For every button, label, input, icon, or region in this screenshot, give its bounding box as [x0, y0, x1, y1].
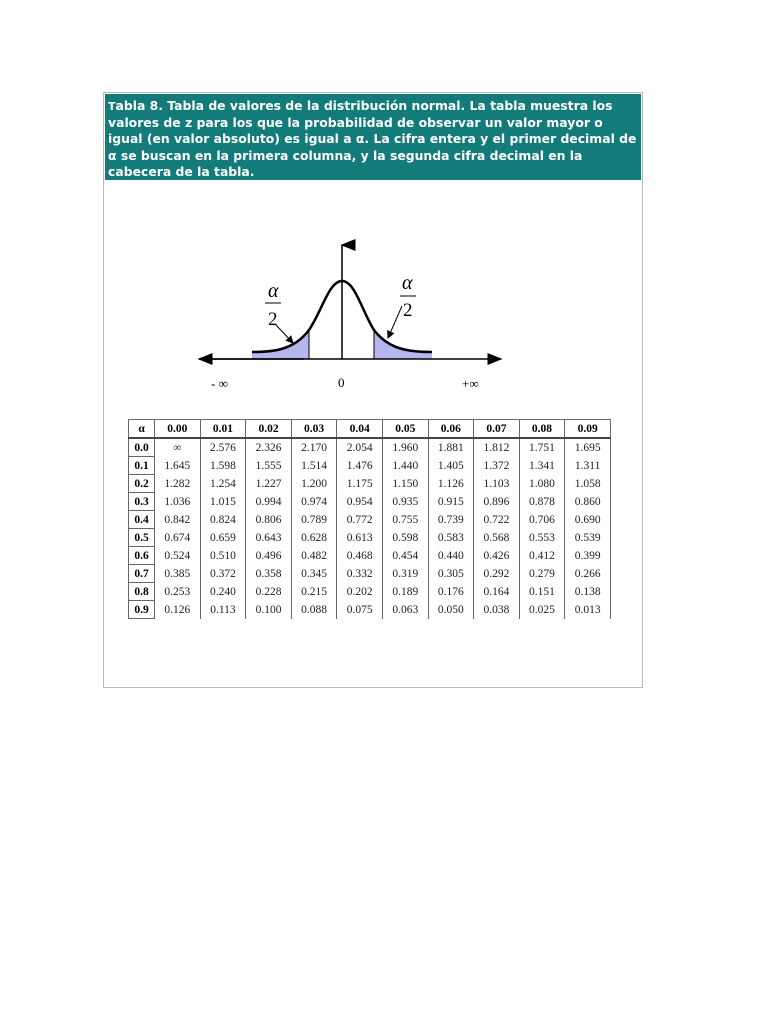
- z-value-cell: 1.405: [428, 457, 474, 475]
- z-value-cell: 2.054: [337, 438, 383, 457]
- plus-infinity-label: +∞: [462, 376, 479, 391]
- z-value-cell: 1.282: [155, 475, 201, 493]
- z-value-cell: 0.138: [565, 583, 611, 601]
- z-value-cell: 0.613: [337, 529, 383, 547]
- table-header-row: [129, 420, 611, 439]
- left-denominator-label: 2: [268, 309, 278, 330]
- table-card: [103, 92, 643, 688]
- table-row: [129, 547, 611, 565]
- z-value-cell: 0.824: [200, 511, 246, 529]
- z-value-cell: 0.994: [246, 493, 292, 511]
- z-value-cell: 0.358: [246, 565, 292, 583]
- z-value-cell: 0.454: [382, 547, 428, 565]
- z-value-cell: 1.015: [200, 493, 246, 511]
- z-value-cell: 0.399: [565, 547, 611, 565]
- z-value-cell: 0.164: [474, 583, 520, 601]
- z-value-cell: 0.598: [382, 529, 428, 547]
- z-value-cell: 0.189: [382, 583, 428, 601]
- column-header: 0.02: [246, 420, 292, 439]
- z-value-cell: 1.200: [291, 475, 337, 493]
- table-row: [129, 493, 611, 511]
- z-value-cell: 0.253: [155, 583, 201, 601]
- z-value-cell: 0.568: [474, 529, 520, 547]
- table-row: [129, 529, 611, 547]
- column-header: 0.06: [428, 420, 474, 439]
- z-value-cell: 0.279: [519, 565, 565, 583]
- right-denominator-label: 2: [403, 300, 413, 321]
- z-value-cell: 0.412: [519, 547, 565, 565]
- z-value-cell: 1.372: [474, 457, 520, 475]
- z-value-cell: 0.240: [200, 583, 246, 601]
- right-tail-area: [374, 330, 432, 359]
- z-value-cell: 0.088: [291, 601, 337, 619]
- z-value-cell: 0.372: [200, 565, 246, 583]
- z-value-cell: 1.881: [428, 438, 474, 457]
- caption-text: abla 8. Tabla de valores de la distribución normal. La tabla muestra los valores de z para los que la probabilidad de observar un valor mayor o igual (en valor absoluto) es igual a α. La cifra entera y el primer decimal de α se buscan en la primera columna, y la segunda cifra decimal en la cabecera de la tabla.: [108, 98, 637, 179]
- zero-label: 0: [338, 375, 345, 390]
- table-corner-cell: α: [129, 420, 155, 439]
- z-value-cell: 0.151: [519, 583, 565, 601]
- z-value-cell: 1.150: [382, 475, 428, 493]
- z-value-cell: 2.326: [246, 438, 292, 457]
- z-value-cell: 1.311: [565, 457, 611, 475]
- left-tail-area: [252, 330, 309, 359]
- column-header: 0.08: [519, 420, 565, 439]
- z-value-cell: 0.319: [382, 565, 428, 583]
- z-value-cell: 0.228: [246, 583, 292, 601]
- row-alpha-cell: 0.4: [129, 511, 155, 529]
- z-value-cell: 1.645: [155, 457, 201, 475]
- z-value-cell: 1.751: [519, 438, 565, 457]
- left-alpha-label: α: [268, 280, 279, 302]
- z-value-cell: 1.080: [519, 475, 565, 493]
- z-value-cell: 1.695: [565, 438, 611, 457]
- z-value-cell: 0.690: [565, 511, 611, 529]
- z-value-cell: 0.075: [337, 601, 383, 619]
- z-value-cell: 1.341: [519, 457, 565, 475]
- z-value-cell: 1.227: [246, 475, 292, 493]
- z-value-cell: 0.643: [246, 529, 292, 547]
- z-value-cell: 0.468: [337, 547, 383, 565]
- z-value-cell: 0.440: [428, 547, 474, 565]
- z-value-cell: 1.960: [382, 438, 428, 457]
- left-pointer-arrow: [276, 325, 293, 343]
- table-row: [129, 601, 611, 619]
- column-header: 0.00: [155, 420, 201, 439]
- table-row: [129, 475, 611, 493]
- right-pointer-arrow: [388, 306, 402, 338]
- z-value-cell: 0.063: [382, 601, 428, 619]
- z-value-cell: 0.113: [200, 601, 246, 619]
- z-value-cell: 2.576: [200, 438, 246, 457]
- z-value-cell: 0.496: [246, 547, 292, 565]
- z-value-cell: 0.706: [519, 511, 565, 529]
- z-value-cell: 0.510: [200, 547, 246, 565]
- z-value-cell: 0.305: [428, 565, 474, 583]
- z-value-cell: 0.896: [474, 493, 520, 511]
- z-value-cell: 1.175: [337, 475, 383, 493]
- z-value-cell: 0.755: [382, 511, 428, 529]
- z-value-cell: 0.215: [291, 583, 337, 601]
- z-value-cell: 0.050: [428, 601, 474, 619]
- right-alpha-label: α: [402, 272, 413, 294]
- z-value-cell: 0.539: [565, 529, 611, 547]
- normal-curve-diagram: [104, 93, 644, 393]
- z-value-cell: 0.038: [474, 601, 520, 619]
- z-value-cell: 0.013: [565, 601, 611, 619]
- z-value-cell: 0.202: [337, 583, 383, 601]
- z-value-cell: 0.974: [291, 493, 337, 511]
- z-value-cell: 1.126: [428, 475, 474, 493]
- z-value-cell: 1.440: [382, 457, 428, 475]
- z-value-cell: 0.860: [565, 493, 611, 511]
- z-value-cell: 0.345: [291, 565, 337, 583]
- table-row: [129, 565, 611, 583]
- z-value-cell: 0.524: [155, 547, 201, 565]
- table-row: [129, 438, 611, 457]
- z-value-cell: 0.100: [246, 601, 292, 619]
- z-value-cell: 0.806: [246, 511, 292, 529]
- z-value-cell: 0.025: [519, 601, 565, 619]
- row-alpha-cell: 0.7: [129, 565, 155, 583]
- column-header: 0.09: [565, 420, 611, 439]
- z-value-cell: 0.935: [382, 493, 428, 511]
- row-alpha-cell: 0.2: [129, 475, 155, 493]
- column-header: 0.07: [474, 420, 520, 439]
- z-value-cell: 0.674: [155, 529, 201, 547]
- row-alpha-cell: 0.8: [129, 583, 155, 601]
- z-value-cell: 0.739: [428, 511, 474, 529]
- z-value-cell: ∞: [155, 438, 201, 457]
- z-value-cell: 0.292: [474, 565, 520, 583]
- z-value-cell: 0.842: [155, 511, 201, 529]
- z-value-cell: 2.170: [291, 438, 337, 457]
- row-alpha-cell: 0.9: [129, 601, 155, 619]
- table-body: [129, 438, 611, 619]
- z-value-cell: 0.772: [337, 511, 383, 529]
- row-alpha-cell: 0.5: [129, 529, 155, 547]
- minus-infinity-label: - ∞: [211, 376, 228, 391]
- z-value-cell: 0.482: [291, 547, 337, 565]
- z-value-cell: 0.426: [474, 547, 520, 565]
- z-value-cell: 1.555: [246, 457, 292, 475]
- z-value-cell: 0.385: [155, 565, 201, 583]
- z-value-cell: 1.598: [200, 457, 246, 475]
- row-alpha-cell: 0.6: [129, 547, 155, 565]
- z-value-cell: 1.036: [155, 493, 201, 511]
- z-value-cell: 0.126: [155, 601, 201, 619]
- z-value-table: [128, 419, 611, 619]
- column-header: 0.01: [200, 420, 246, 439]
- z-value-cell: 0.722: [474, 511, 520, 529]
- z-value-cell: 0.915: [428, 493, 474, 511]
- z-value-cell: 0.332: [337, 565, 383, 583]
- z-value-cell: 0.176: [428, 583, 474, 601]
- row-alpha-cell: 0.3: [129, 493, 155, 511]
- z-value-cell: 1.812: [474, 438, 520, 457]
- row-alpha-cell: 0.0: [129, 438, 155, 457]
- z-value-cell: 1.058: [565, 475, 611, 493]
- z-value-cell: 0.789: [291, 511, 337, 529]
- z-value-cell: 1.254: [200, 475, 246, 493]
- column-header: 0.03: [291, 420, 337, 439]
- column-header: 0.05: [382, 420, 428, 439]
- z-value-cell: 0.878: [519, 493, 565, 511]
- z-value-cell: 0.553: [519, 529, 565, 547]
- z-value-cell: 0.583: [428, 529, 474, 547]
- z-value-cell: 0.954: [337, 493, 383, 511]
- normal-distribution-figure: [104, 93, 644, 689]
- table-row: [129, 511, 611, 529]
- z-value-cell: 0.628: [291, 529, 337, 547]
- z-value-cell: 1.476: [337, 457, 383, 475]
- z-value-cell: 1.103: [474, 475, 520, 493]
- row-alpha-cell: 0.1: [129, 457, 155, 475]
- z-value-cell: 0.266: [565, 565, 611, 583]
- table-row: [129, 583, 611, 601]
- z-value-cell: 1.514: [291, 457, 337, 475]
- column-header: 0.04: [337, 420, 383, 439]
- table-row: [129, 457, 611, 475]
- z-value-cell: 0.659: [200, 529, 246, 547]
- caption-first-letter: T: [108, 100, 116, 113]
